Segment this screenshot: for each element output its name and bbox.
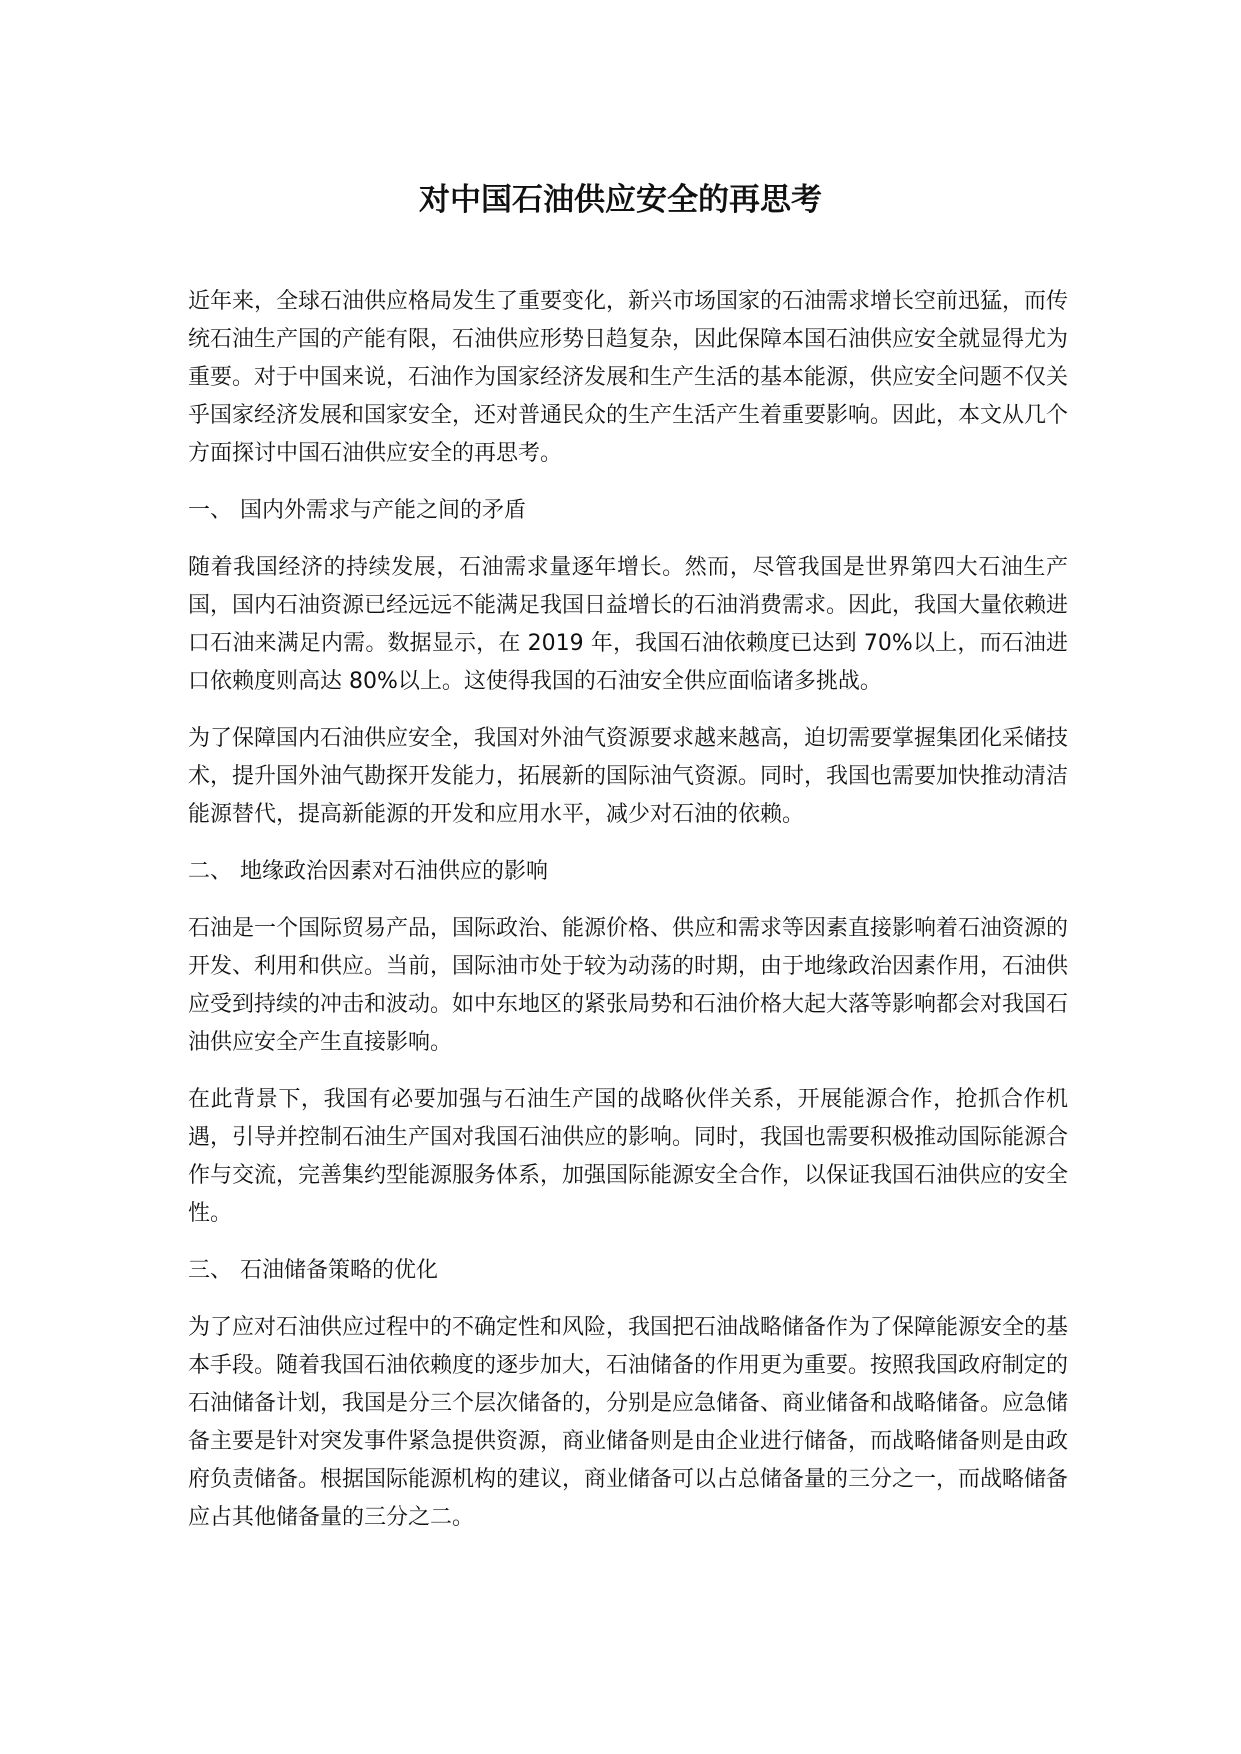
paragraph: 随着我国经济的持续发展，石油需求量逐年增长。然而，尽管我国是世界第四大石油生产国，国内石油资源已经远远不能满足我国日益增长的石油消费需求。因此，我国大量依赖进口石油来满足内需。数据显示，在 2019 年，我国石油依赖度已达到 70%以上，而石油进口依赖度则高达 80%以上。这使得我国的石油安全供应面临诸多挑战。 xyxy=(188,555,1069,694)
paragraph-intro: 近年来，全球石油供应格局发生了重要变化，新兴市场国家的石油需求增长空前迅猛，而传统石油生产国的产能有限，石油供应形势日趋复杂，因此保障本国石油供应安全就显得尤为重要。对于中国来说，石油作为国家经济发展和生产生活的基本能源，供应安全问题不仅关乎国家经济发展和国家安全，还对普通民众的生产生活产生着重要影响。因此，本文从几个方面探讨中国石油供应安全的再思考。 xyxy=(188,289,1069,466)
paragraph: 为了应对石油供应过程中的不确定性和风险，我国把石油战略储备作为了保障能源安全的基本手段。随着我国石油依赖度的逐步加大，石油储备的作用更为重要。按照我国政府制定的石油储备计划，我国是分三个层次储备的，分别是应急储备、商业储备和战略储备。应急储备主要是针对突发事件紧急提供资源，商业储备则是由企业进行储备，而战略储备则是由政府负责储备。根据国际能源机构的建议，商业储备可以占总储备量的三分之一，而战略储备应占其他储备量的三分之二。 xyxy=(188,1315,1069,1530)
section-heading-text: 石油储备策略的优化 xyxy=(240,1258,439,1283)
section-number: 二、 xyxy=(188,859,233,884)
section-heading-1 xyxy=(188,492,1068,530)
section-heading-2 xyxy=(188,853,1068,891)
paragraph: 在此背景下，我国有必要加强与石油生产国的战略伙伴关系，开展能源合作，抢抓合作机遇，引导并控制石油生产国对我国石油供应的影响。同时，我国也需要积极推动国际能源合作与交流，完善集约型能源服务体系，加强国际能源安全合作，以保证我国石油供应的安全性。 xyxy=(188,1087,1069,1226)
document-title: 对中国石油供应安全的再思考 xyxy=(419,182,822,218)
section-number: 一、 xyxy=(188,498,233,523)
section-heading-text: 地缘政治因素对石油供应的影响 xyxy=(240,859,549,884)
section-number: 三、 xyxy=(188,1258,233,1283)
paragraph: 为了保障国内石油供应安全，我国对外油气资源要求越来越高，迫切需要掌握集团化采储技术，提升国外油气勘探开发能力，拓展新的国际油气资源。同时，我国也需要加快推动清洁能源替代，提高新能源的开发和应用水平，减少对石油的依赖。 xyxy=(188,726,1069,827)
document-body xyxy=(188,283,1068,1556)
section-heading-3 xyxy=(188,1252,1068,1290)
section-heading-text: 国内外需求与产能之间的矛盾 xyxy=(240,498,527,523)
paragraph: 石油是一个国际贸易产品，国际政治、能源价格、供应和需求等因素直接影响着石油资源的开发、利用和供应。当前，国际油市处于较为动荡的时期，由于地缘政治因素作用，石油供应受到持续的冲击和波动。如中东地区的紧张局势和石油价格大起大落等影响都会对我国石油供应安全产生直接影响。 xyxy=(188,916,1069,1055)
